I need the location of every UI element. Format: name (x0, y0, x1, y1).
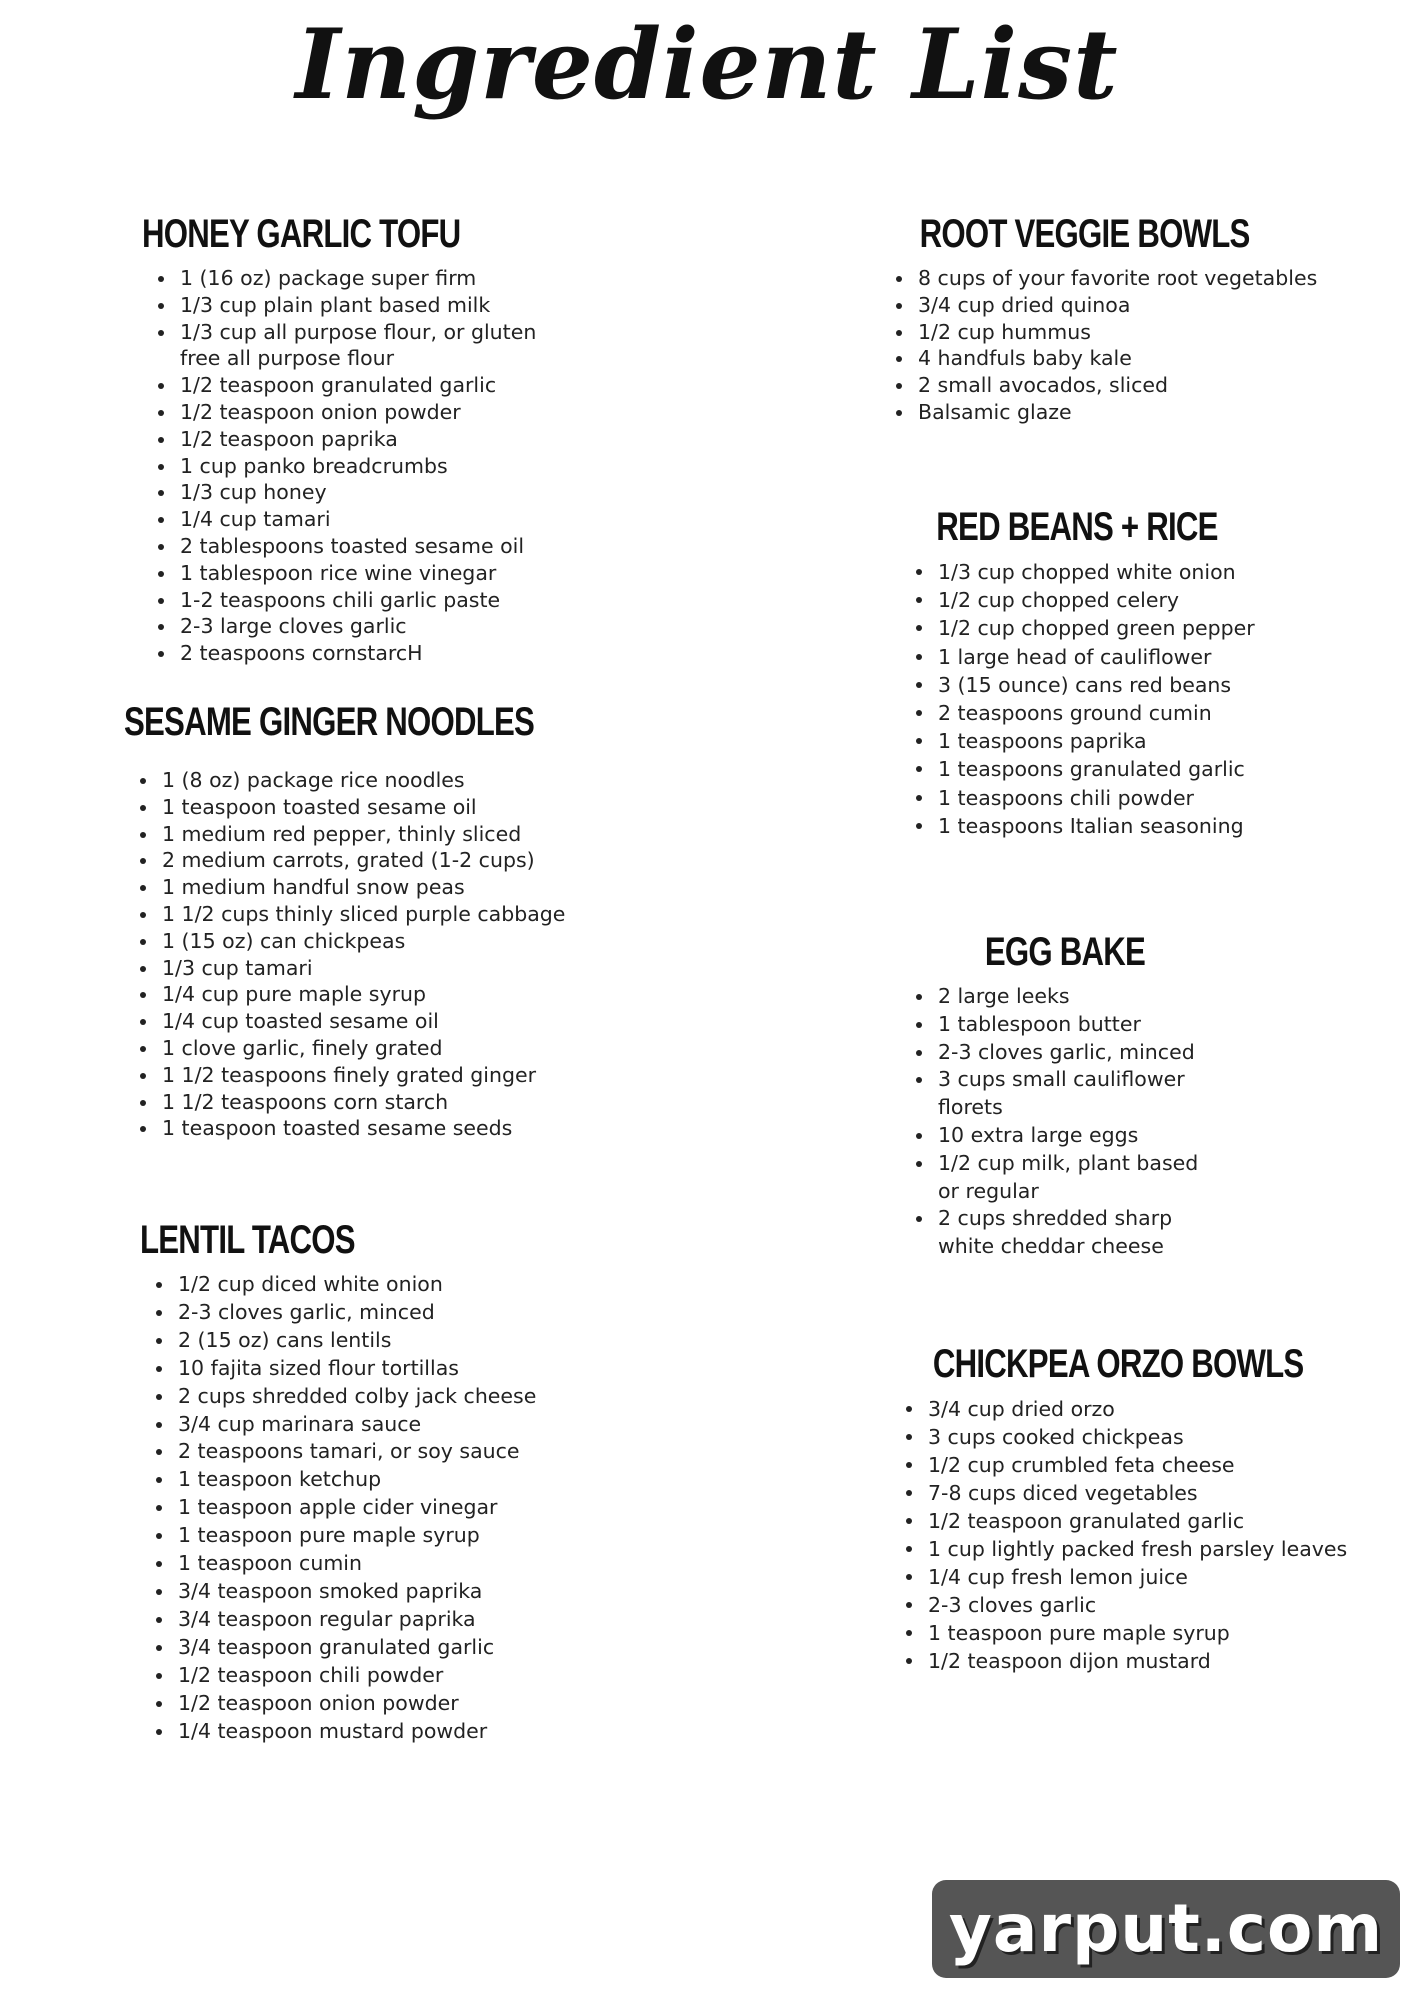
ingredient-item: 1 teaspoon toasted sesame oil (162, 794, 584, 821)
ingredient-item: 2 teaspoons cornstarcH (180, 640, 562, 667)
ingredient-item: 2-3 large cloves garlic (180, 613, 562, 640)
ingredient-item: 1/2 teaspoon onion powder (178, 1690, 600, 1718)
section-heading: HONEY GARLIC TOFU (142, 212, 461, 256)
ingredient-item: 2-3 cloves garlic (928, 1591, 1350, 1619)
section-root-veggie-bowls (880, 212, 1320, 426)
ingredient-list (900, 983, 1220, 1261)
ingredient-list (900, 558, 1320, 840)
ingredient-item: 1/2 cup chopped green pepper (938, 614, 1320, 642)
section-chickpea-orzo-bowls (890, 1342, 1350, 1675)
ingredient-item: 2 cups shredded colby jack cheese (178, 1383, 600, 1411)
section-egg-bake (900, 930, 1220, 1261)
section-heading: RED BEANS + RICE (936, 505, 1218, 549)
ingredient-item: 1/3 cup plain plant based milk (180, 292, 562, 319)
section-heading: CHICKPEA ORZO BOWLS (932, 1342, 1304, 1386)
section-lentil-tacos (140, 1218, 600, 1745)
ingredient-item: 1/2 teaspoon dijon mustard (928, 1647, 1350, 1675)
ingredient-item: 1/2 teaspoon onion powder (180, 399, 562, 426)
ingredient-item: 3 cups cooked chickpeas (928, 1423, 1350, 1451)
section-heading: LENTIL TACOS (140, 1218, 355, 1262)
ingredient-item: 2-3 cloves garlic, minced (938, 1039, 1220, 1067)
ingredient-item: 1 1/2 teaspoons corn starch (162, 1089, 584, 1116)
ingredient-item: 3/4 cup marinara sauce (178, 1411, 600, 1439)
ingredient-item: 1 teaspoon ketchup (178, 1466, 600, 1494)
section-red-beans-rice (900, 505, 1320, 840)
ingredient-item: 1 teaspoon pure maple syrup (928, 1619, 1350, 1647)
ingredient-item: 1 teaspoon cumin (178, 1550, 600, 1578)
ingredient-item: 1/2 cup hummus (918, 319, 1320, 346)
ingredient-list (880, 265, 1320, 426)
ingredient-item: 1 (8 oz) package rice noodles (162, 767, 584, 794)
watermark-badge: yarput.com (932, 1880, 1400, 1978)
ingredient-item: 1 cup lightly packed fresh parsley leaves (928, 1535, 1350, 1563)
ingredient-item: 1/4 cup pure maple syrup (162, 981, 584, 1008)
section-sesame-ginger-noodles (124, 700, 584, 1142)
ingredient-item: 1 medium handful snow peas (162, 874, 584, 901)
ingredient-item: 1 cup panko breadcrumbs (180, 453, 562, 480)
section-heading: EGG BAKE (984, 930, 1146, 974)
ingredient-item: 3 (15 ounce) cans red beans (938, 671, 1320, 699)
ingredient-item: 7-8 cups diced vegetables (928, 1479, 1350, 1507)
ingredient-item: 10 fajita sized flour tortillas (178, 1355, 600, 1383)
ingredient-item: 8 cups of your favorite root vegetables (918, 265, 1320, 292)
section-heading: SESAME GINGER NOODLES (124, 700, 535, 744)
section-heading: ROOT VEGGIE BOWLS (919, 212, 1250, 256)
ingredient-item: 1 tablespoon butter (938, 1011, 1220, 1039)
ingredient-item: 1-2 teaspoons chili garlic paste (180, 587, 562, 614)
ingredient-item: 1/2 teaspoon granulated garlic (928, 1507, 1350, 1535)
ingredient-item: 1 (15 oz) can chickpeas (162, 928, 584, 955)
ingredient-list (142, 265, 562, 667)
ingredient-item: 1/4 cup toasted sesame oil (162, 1008, 584, 1035)
ingredient-item: 1/2 teaspoon paprika (180, 426, 562, 453)
ingredient-item: 2 small avocados, sliced (918, 372, 1320, 399)
ingredient-item: 1/2 cup milk, plant based or regular (938, 1150, 1220, 1206)
ingredient-item: 10 extra large eggs (938, 1122, 1220, 1150)
ingredient-item: 1 teaspoons Italian seasoning (938, 812, 1320, 840)
ingredient-item: 2 cups shredded sharp white cheddar cheese (938, 1205, 1220, 1261)
ingredient-item: 1 tablespoon rice wine vinegar (180, 560, 562, 587)
ingredient-item: 1/2 cup diced white onion (178, 1271, 600, 1299)
ingredient-item: 2 tablespoons toasted sesame oil (180, 533, 562, 560)
ingredient-item: 1 1/2 cups thinly sliced purple cabbage (162, 901, 584, 928)
ingredient-item: 1 teaspoons granulated garlic (938, 755, 1320, 783)
ingredient-item: 1 1/2 teaspoons finely grated ginger (162, 1062, 584, 1089)
ingredient-item: 2 teaspoons tamari, or soy sauce (178, 1438, 600, 1466)
section-honey-garlic-tofu (142, 212, 562, 667)
ingredient-item: 1 teaspoon apple cider vinegar (178, 1494, 600, 1522)
ingredient-item: 1/4 cup tamari (180, 506, 562, 533)
ingredient-list (140, 1271, 600, 1745)
ingredient-item: 1/2 cup chopped celery (938, 586, 1320, 614)
ingredient-item: 3/4 teaspoon smoked paprika (178, 1578, 600, 1606)
ingredient-item: 2 large leeks (938, 983, 1220, 1011)
ingredient-item: 1/4 teaspoon mustard powder (178, 1718, 600, 1746)
ingredient-item: 1/3 cup honey (180, 479, 562, 506)
ingredient-item: 3/4 cup dried orzo (928, 1395, 1350, 1423)
ingredient-item: 1 teaspoon pure maple syrup (178, 1522, 600, 1550)
ingredient-item: 2 (15 oz) cans lentils (178, 1327, 600, 1355)
page-title: Ingredient List (295, 8, 1119, 121)
ingredient-item: 2 teaspoons ground cumin (938, 699, 1320, 727)
ingredient-item: 1 teaspoons paprika (938, 727, 1320, 755)
ingredient-item: 1 large head of cauliflower (938, 643, 1320, 671)
ingredient-item: 1 medium red pepper, thinly sliced (162, 821, 584, 848)
ingredient-item: 1/2 teaspoon chili powder (178, 1662, 600, 1690)
ingredient-item: 4 handfuls baby kale (918, 345, 1320, 372)
ingredient-item: 3/4 teaspoon granulated garlic (178, 1634, 600, 1662)
ingredient-item: 3/4 cup dried quinoa (918, 292, 1320, 319)
ingredient-item: 1 teaspoon toasted sesame seeds (162, 1115, 584, 1142)
ingredient-list (890, 1395, 1350, 1675)
ingredient-item: 1/3 cup tamari (162, 955, 584, 982)
ingredient-item: Balsamic glaze (918, 399, 1320, 426)
ingredient-item: 1/2 cup crumbled feta cheese (928, 1451, 1350, 1479)
ingredient-item: 1 teaspoons chili powder (938, 784, 1320, 812)
ingredient-item: 3 cups small cauliflower florets (938, 1066, 1220, 1122)
ingredient-item: 2-3 cloves garlic, minced (178, 1299, 600, 1327)
ingredient-item: 1/3 cup all purpose flour, or gluten free all purpose flour (180, 319, 562, 373)
ingredient-item: 1/4 cup fresh lemon juice (928, 1563, 1350, 1591)
ingredient-item: 3/4 teaspoon regular paprika (178, 1606, 600, 1634)
ingredient-item: 2 medium carrots, grated (1-2 cups) (162, 847, 584, 874)
ingredient-list (124, 767, 584, 1142)
ingredient-item: 1/2 teaspoon granulated garlic (180, 372, 562, 399)
ingredient-item: 1 (16 oz) package super firm (180, 265, 562, 292)
ingredient-item: 1/3 cup chopped white onion (938, 558, 1320, 586)
ingredient-item: 1 clove garlic, finely grated (162, 1035, 584, 1062)
